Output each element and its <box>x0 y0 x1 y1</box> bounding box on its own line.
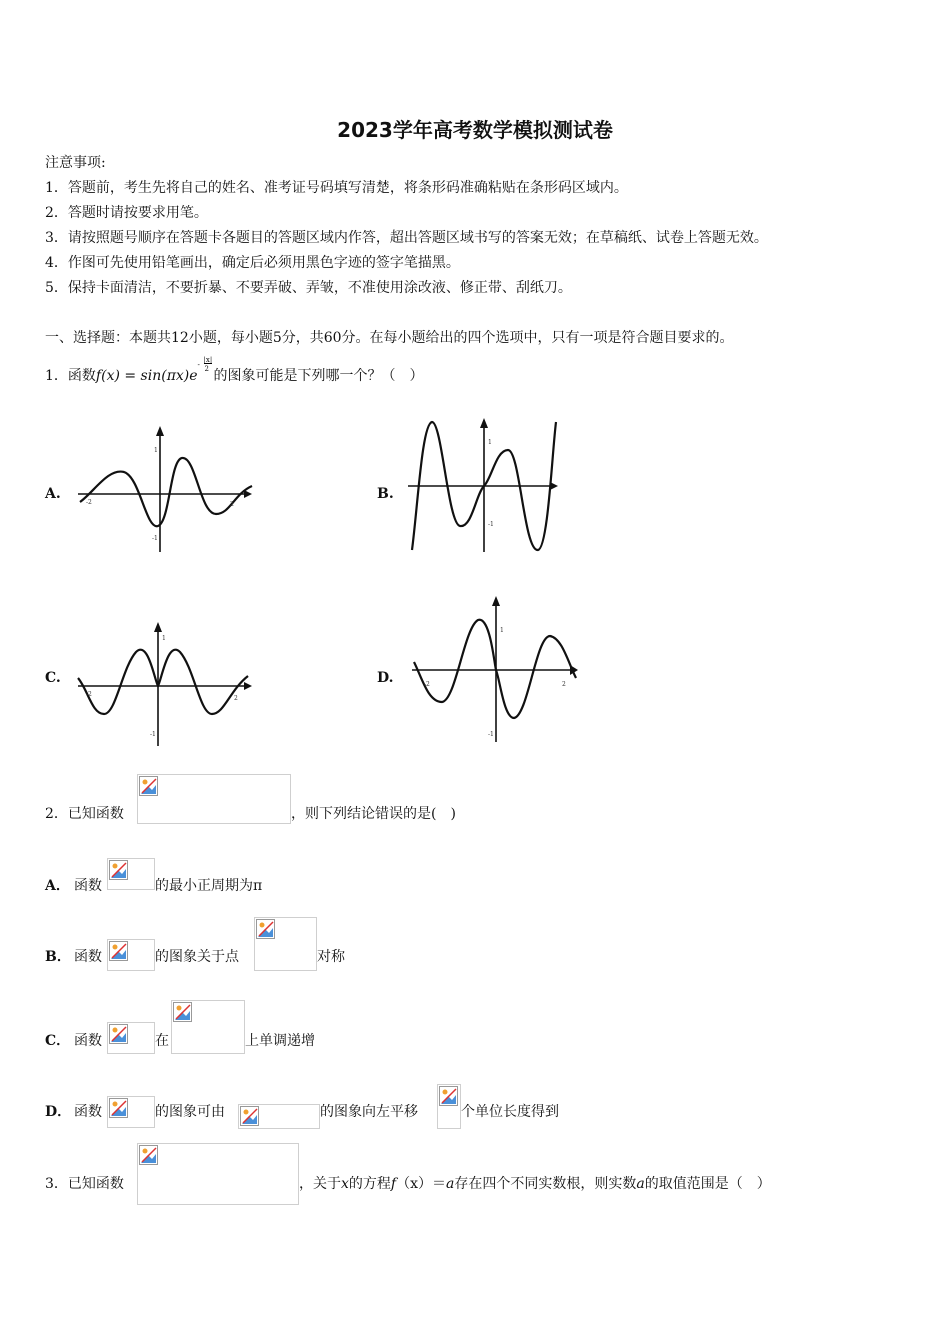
q1-suffix: 的图象可能是下列哪一个？（ ） <box>213 368 424 384</box>
svg-text:1: 1 <box>154 447 158 454</box>
svg-text:2: 2 <box>230 501 234 508</box>
q3-formula-image <box>137 1143 299 1205</box>
q1-graph-a <box>74 422 256 557</box>
svg-text:1: 1 <box>500 627 504 634</box>
broken-image-icon <box>109 941 128 961</box>
q2-option-a-text: 的最小正周期为π <box>155 878 263 894</box>
q2-b-formula-image <box>107 939 155 971</box>
q2-option-c-text: 上单调递增 <box>245 1033 315 1049</box>
q2-d-formula-image <box>107 1096 155 1128</box>
notice-item: 4．作图可先使用铅笔画出，确定后必须用黑色字迹的签字笔描黑。 <box>45 255 460 271</box>
notice-item: 1．答题前，考生先将自己的姓名、准考证号码填写清楚，将条形码准确粘贴在条形码区域内。 <box>45 180 628 196</box>
q2-option-b-text: 对称 <box>317 949 345 965</box>
broken-image-icon <box>139 776 158 796</box>
svg-text:-2: -2 <box>86 691 92 698</box>
svg-text:-1: -1 <box>488 521 494 528</box>
q1-exponent: - |x| 2 <box>197 356 213 373</box>
q2-option-c-text: 在 <box>155 1033 169 1049</box>
broken-image-icon <box>256 919 275 939</box>
svg-text:-1: -1 <box>488 731 494 738</box>
q2-option-d-label[interactable]: D． <box>45 1104 72 1120</box>
svg-text:2: 2 <box>562 681 566 688</box>
q2-prefix: 2．已知函数 <box>45 806 124 822</box>
section-heading: 一、选择题：本题共12小题，每小题5分，共60分。在每小题给出的四个选项中，只有一项是符合题目要求的。 <box>45 330 734 346</box>
q2-option-a-text: 函数 <box>74 878 102 894</box>
notice-item: 3．请按照题号顺序在答题卡各题目的答题区域内作答，超出答题区域书写的答案无效；在草稿纸、试卷上答题无效。 <box>45 230 768 246</box>
q2-option-c-text: 函数 <box>74 1033 102 1049</box>
q2-option-b-label[interactable]: B． <box>45 949 71 965</box>
svg-text:-2: -2 <box>424 681 430 688</box>
svg-text:-2: -2 <box>86 499 92 506</box>
q2-formula-image <box>137 774 291 824</box>
broken-image-icon <box>109 860 128 880</box>
q2-d-shift-image <box>437 1084 461 1129</box>
broken-image-icon <box>240 1106 259 1126</box>
question-1 <box>45 356 424 385</box>
broken-image-icon <box>139 1145 158 1165</box>
q2-c-interval-image <box>171 1000 245 1054</box>
q2-option-b-text: 函数 <box>74 949 102 965</box>
q2-d-source-image <box>238 1104 320 1129</box>
q2-a-formula-image <box>107 858 155 890</box>
q2-option-d-text: 的图象可由 <box>155 1104 225 1120</box>
q2-option-a-label[interactable]: A． <box>45 878 70 894</box>
q3-suffix: ，关于x的方程f（x）＝a存在四个不同实数根，则实数a的取值范围是（ ） <box>299 1176 771 1192</box>
q2-b-point-image <box>254 917 317 971</box>
q1-option-a-label[interactable]: A. <box>45 486 61 502</box>
svg-text:1: 1 <box>162 635 166 642</box>
q1-prefix: 1．函数 <box>45 368 96 384</box>
q1-graph-d <box>408 592 582 747</box>
svg-text:2: 2 <box>234 695 238 702</box>
q2-option-d-text: 的图象向左平移 <box>320 1104 418 1120</box>
q2-c-formula-image <box>107 1022 155 1054</box>
notice-item: 5．保持卡面清洁，不要折暴、不要弄破、弄皱，不准使用涂改液、修正带、刮纸刀。 <box>45 280 572 296</box>
broken-image-icon <box>109 1024 128 1044</box>
notice-heading: 注意事项: <box>45 155 106 171</box>
q3-prefix: 3．已知函数 <box>45 1176 124 1192</box>
svg-text:1: 1 <box>488 439 492 446</box>
q1-option-b-label[interactable]: B. <box>377 486 394 502</box>
q1-formula: f(x) = sin(πx)e <box>95 368 198 384</box>
page-title: 2023学年高考数学模拟测试卷 <box>337 118 613 142</box>
q1-graph-c <box>74 618 256 748</box>
broken-image-icon <box>109 1098 128 1118</box>
broken-image-icon <box>439 1086 458 1106</box>
q2-option-c-label[interactable]: C． <box>45 1033 71 1049</box>
q2-suffix: ，则下列结论错误的是( ) <box>291 806 456 822</box>
broken-image-icon <box>173 1002 192 1022</box>
q2-option-d-text: 个单位长度得到 <box>461 1104 559 1120</box>
q2-option-b-text: 的图象关于点 <box>155 949 239 965</box>
q2-option-d-text: 函数 <box>74 1104 102 1120</box>
svg-text:-1: -1 <box>152 535 158 542</box>
svg-text:-1: -1 <box>150 731 156 738</box>
q1-option-d-label[interactable]: D. <box>377 670 394 686</box>
notice-item: 2．答题时请按要求用笔。 <box>45 205 208 221</box>
q1-graph-b <box>404 414 564 556</box>
q1-option-c-label[interactable]: C. <box>45 670 61 686</box>
